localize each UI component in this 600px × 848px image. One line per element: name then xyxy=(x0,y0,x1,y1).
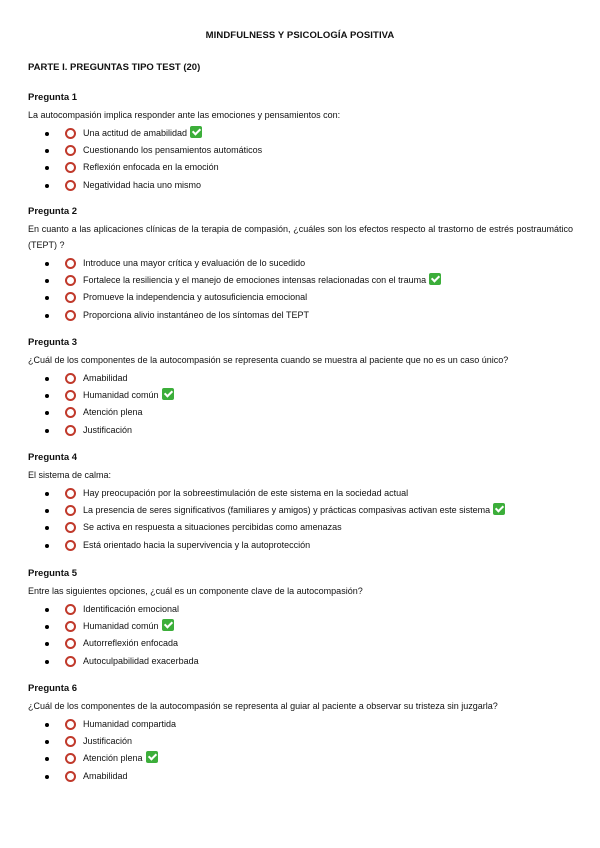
bullet-icon xyxy=(45,411,49,415)
bullet-icon xyxy=(45,757,49,761)
question-4 xyxy=(28,452,573,554)
option-item[interactable] xyxy=(28,635,573,652)
question-3 xyxy=(28,337,573,439)
radio-icon[interactable] xyxy=(65,488,76,499)
question-heading: Pregunta 3 xyxy=(28,337,78,348)
check-icon xyxy=(429,273,441,285)
option-label: La presencia de seres significativos (familiares y amigos) y prácticas compasivas activan este sistema xyxy=(83,505,491,516)
bullet-icon xyxy=(45,132,49,136)
question-heading: Pregunta 2 xyxy=(28,206,78,217)
option-item[interactable] xyxy=(28,733,573,750)
option-label: Fortalece la resiliencia y el manejo de emociones intensas relacionadas con el trauma xyxy=(83,275,427,286)
option-label: Justificación xyxy=(83,736,133,747)
question-heading: Pregunta 5 xyxy=(28,568,78,579)
radio-icon[interactable] xyxy=(65,292,76,303)
options-list xyxy=(28,716,573,785)
bullet-icon xyxy=(45,262,49,266)
option-label: Cuestionando los pensamientos automáticos xyxy=(83,145,263,156)
option-item[interactable] xyxy=(28,307,573,324)
radio-icon[interactable] xyxy=(65,656,76,667)
bullet-icon xyxy=(45,526,49,530)
bullet-icon xyxy=(45,429,49,433)
option-item[interactable] xyxy=(28,370,573,387)
question-5 xyxy=(28,568,573,670)
bullet-icon xyxy=(45,394,49,398)
part-title: PARTE I. PREGUNTAS TIPO TEST (20) xyxy=(28,62,201,73)
option-item[interactable] xyxy=(28,750,573,767)
question-text: En cuanto a las aplicaciones clínicas de la terapia de compasión, ¿cuáles son los efectos respecto al trastorno de estrés postraumático (TEPT) ? xyxy=(28,224,573,250)
options-list xyxy=(28,601,573,670)
document-title: MINDFULNESS Y PSICOLOGÍA POSITIVA xyxy=(205,30,395,41)
option-label: Humanidad compartida xyxy=(83,719,177,729)
question-6 xyxy=(28,683,573,785)
option-item[interactable] xyxy=(28,272,573,289)
radio-icon[interactable] xyxy=(65,638,76,649)
option-label: Negatividad hacia uno mismo xyxy=(83,179,202,190)
check-icon xyxy=(493,503,505,515)
check-icon xyxy=(162,619,174,631)
bullet-icon xyxy=(45,723,49,727)
option-label: Amabilidad xyxy=(83,373,128,383)
bullet-icon xyxy=(45,660,49,664)
bullet-icon xyxy=(45,544,49,548)
radio-icon[interactable] xyxy=(65,604,76,615)
check-icon xyxy=(162,388,174,400)
option-item[interactable] xyxy=(28,618,573,635)
radio-icon[interactable] xyxy=(65,180,76,191)
bullet-icon xyxy=(45,775,49,779)
option-item[interactable] xyxy=(28,502,573,519)
bullet-icon xyxy=(45,314,49,318)
option-label: Reflexión enfocada en la emoción xyxy=(83,162,219,173)
question-text: La autocompasión implica responder ante las emociones y pensamientos con: xyxy=(28,110,341,120)
option-label: Atención plena xyxy=(83,407,143,418)
radio-icon[interactable] xyxy=(65,522,76,533)
option-label: Se activa en respuesta a situaciones percibidas como amenazas xyxy=(83,522,342,533)
radio-icon[interactable] xyxy=(65,736,76,747)
option-item[interactable] xyxy=(28,142,573,159)
options-list xyxy=(28,485,573,554)
question-heading: Pregunta 1 xyxy=(28,92,78,103)
option-item[interactable] xyxy=(28,422,573,439)
option-item[interactable] xyxy=(28,519,573,536)
radio-icon[interactable] xyxy=(65,258,76,269)
question-2 xyxy=(28,206,573,324)
option-label: Autoculpabilidad exacerbada xyxy=(83,655,199,666)
option-item[interactable] xyxy=(28,159,573,176)
radio-icon[interactable] xyxy=(65,310,76,321)
option-label: Humanidad común xyxy=(83,390,159,401)
option-label: Hay preocupación por la sobreestimulación de este sistema en la sociedad actual xyxy=(83,488,409,498)
radio-icon[interactable] xyxy=(65,425,76,436)
bullet-icon xyxy=(45,166,49,170)
radio-icon[interactable] xyxy=(65,275,76,286)
radio-icon[interactable] xyxy=(65,540,76,551)
option-item[interactable] xyxy=(28,716,573,733)
option-label: Humanidad común xyxy=(83,621,159,632)
option-item[interactable] xyxy=(28,387,573,404)
option-label: Una actitud de amabilidad xyxy=(83,128,188,138)
option-label: Autorreflexión enfocada xyxy=(83,638,179,649)
option-label: Introduce una mayor crítica y evaluación de lo sucedido xyxy=(83,258,306,268)
bullet-icon xyxy=(45,608,49,612)
bullet-icon xyxy=(45,149,49,153)
option-label: Justificación xyxy=(83,424,133,435)
question-heading: Pregunta 4 xyxy=(28,452,78,463)
question-text: Entre las siguientes opciones, ¿cuál es un componente clave de la autocompasión? xyxy=(28,586,363,596)
radio-icon[interactable] xyxy=(65,407,76,418)
radio-icon[interactable] xyxy=(65,621,76,632)
options-list xyxy=(28,255,573,324)
radio-icon[interactable] xyxy=(65,771,76,782)
radio-icon[interactable] xyxy=(65,128,76,139)
option-item[interactable] xyxy=(28,601,573,618)
bullet-icon xyxy=(45,296,49,300)
bullet-icon xyxy=(45,642,49,646)
radio-icon[interactable] xyxy=(65,753,76,764)
bullet-icon xyxy=(45,509,49,513)
radio-icon[interactable] xyxy=(65,719,76,730)
question-heading: Pregunta 6 xyxy=(28,683,78,694)
option-item[interactable] xyxy=(28,255,573,272)
options-list xyxy=(28,370,573,439)
bullet-icon xyxy=(45,740,49,744)
question-1 xyxy=(28,92,573,194)
bullet-icon xyxy=(45,492,49,496)
question-text: ¿Cuál de los componentes de la autocompasión se representa cuando se muestra al paciente que no es un caso único? xyxy=(28,355,509,365)
option-item[interactable] xyxy=(28,125,573,142)
option-label: Promueve la independencia y autosuficiencia emocional xyxy=(83,292,308,303)
question-text: ¿Cuál de los componentes de la autocompasión se representa al guiar al paciente a observar su tristeza sin juzgarla? xyxy=(28,701,498,711)
radio-icon[interactable] xyxy=(65,145,76,156)
option-item[interactable] xyxy=(28,768,573,785)
option-item[interactable] xyxy=(28,537,573,554)
bullet-icon xyxy=(45,279,49,283)
bullet-icon xyxy=(45,184,49,188)
option-label: Proporciona alivio instantáneo de los síntomas del TEPT xyxy=(83,309,309,320)
option-label: Amabilidad xyxy=(83,770,128,781)
option-item[interactable] xyxy=(28,177,573,194)
radio-icon[interactable] xyxy=(65,373,76,384)
radio-icon[interactable] xyxy=(65,162,76,173)
radio-icon[interactable] xyxy=(65,505,76,516)
bullet-icon xyxy=(45,377,49,381)
option-item[interactable] xyxy=(28,485,573,502)
option-label: Identificación emocional xyxy=(83,604,180,614)
option-label: Está orientado hacia la supervivencia y la autoprotección xyxy=(83,539,311,550)
option-item[interactable] xyxy=(28,404,573,421)
option-label: Atención plena xyxy=(83,753,143,764)
options-list xyxy=(28,125,573,194)
check-icon xyxy=(190,126,202,138)
question-text: El sistema de calma: xyxy=(28,470,112,480)
radio-icon[interactable] xyxy=(65,390,76,401)
check-icon xyxy=(146,751,158,763)
option-item[interactable] xyxy=(28,289,573,306)
option-item[interactable] xyxy=(28,653,573,670)
bullet-icon xyxy=(45,625,49,629)
